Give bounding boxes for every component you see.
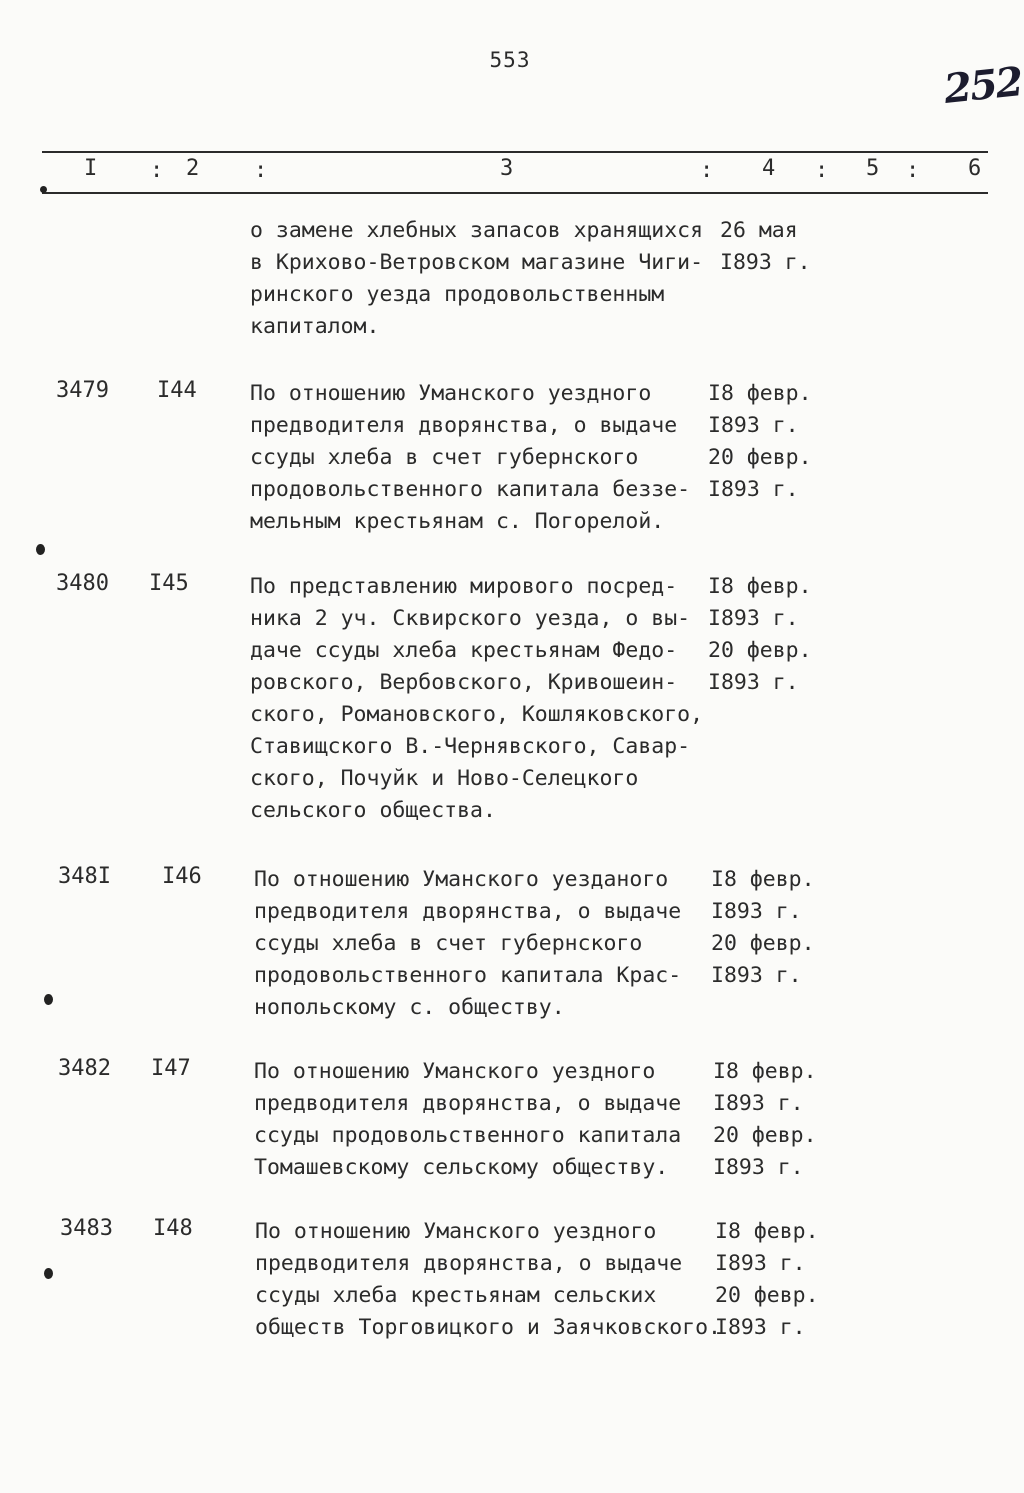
date-line: I8 февр. [713,1059,817,1084]
date-line: I8 февр. [708,381,812,406]
scan-speck [36,544,45,555]
column-header-1: I [84,156,98,181]
scan-speck [44,1268,53,1279]
column-separator: : [700,158,714,183]
entry-number: 3479 [56,378,109,403]
date-line: I893 г. [713,1091,804,1116]
column-separator: : [906,158,920,183]
scan-speck [44,994,53,1005]
description-line: По отношению Уманского уезданого [254,867,669,892]
entry-description [250,571,720,827]
description-line: в Крихово-Ветровском магазине Чиги- [250,250,704,275]
description-line: ссуды хлеба крестьянам сельских [255,1283,657,1308]
handwritten-sheet-number: 252 [941,58,1024,113]
description-line: ссуды хлеба в счет губернского [254,931,643,956]
entry-sheet: I45 [149,571,189,596]
date-line: I893 г. [711,899,802,924]
entry-dates [720,215,840,279]
entry-description [250,215,720,343]
date-line: I893 г. [708,413,799,438]
description-line: ссуды хлеба в счет губернского [250,445,639,470]
column-separator: : [254,158,268,183]
column-separator: : [150,158,164,183]
entry-description [254,1056,724,1184]
date-line: 20 февр. [708,445,812,470]
description-line: о замене хлебных запасов хранящихся [250,218,704,243]
entry-description [255,1216,725,1344]
entry-description [254,864,724,1024]
entry-number: 3483 [60,1216,113,1241]
header-rule-top [42,151,988,153]
description-line: ссуды продовольственного капитала [254,1123,682,1148]
date-line: 26 мая [720,218,798,243]
scan-speck [40,186,47,193]
date-line: I893 г. [715,1251,806,1276]
date-line: 20 февр. [715,1283,819,1308]
date-line: I893 г. [720,250,811,275]
description-line: Томашевскому сельскому обществу. [254,1155,669,1180]
description-line: даче ссуды хлеба крестьянам Федо- [250,638,678,663]
description-line: Ставищского В.-Чернявского, Савар- [250,734,691,759]
date-line: I8 февр. [708,574,812,599]
entry-dates [708,378,828,506]
entry-dates [713,1056,833,1184]
description-line: предводителя дворянства, о выдаче [254,1091,682,1116]
description-line: капиталом. [250,314,380,339]
entry-number: 3482 [58,1056,111,1081]
date-line: 20 февр. [708,638,812,663]
column-separator: : [815,158,829,183]
date-line: I893 г. [708,606,799,631]
date-line: I893 г. [711,963,802,988]
date-line: I8 февр. [715,1219,819,1244]
date-line: 20 февр. [713,1123,817,1148]
page-number: 553 [489,48,531,72]
entry-dates [711,864,831,992]
description-line: нопольскому с. обществу. [254,995,565,1020]
date-line: I893 г. [713,1155,804,1180]
entry-sheet: I47 [151,1056,191,1081]
column-header-2: 2 [186,156,200,181]
description-line: предводителя дворянства, о выдаче [254,899,682,924]
description-line: продовольственного капитала беззе- [250,477,691,502]
description-line: предводителя дворянства, о выдаче [255,1251,683,1276]
description-line: ника 2 уч. Сквирского уезда, о вы- [250,606,691,631]
description-line: мельным крестьянам с. Погорелой. [250,509,665,534]
entry-number: 348I [58,864,111,889]
entry-sheet: I46 [162,864,202,889]
entry-sheet: I48 [153,1216,193,1241]
description-line: ринского уезда продовольственным [250,282,665,307]
column-header-6: 6 [968,156,982,181]
column-header-5: 5 [866,156,880,181]
entry-dates [715,1216,835,1344]
date-line: 20 февр. [711,931,815,956]
entry-description [250,378,720,538]
description-line: По представлению мирового посред- [250,574,678,599]
date-line: I893 г. [708,477,799,502]
date-line: I893 г. [715,1315,806,1340]
description-line: ского, Романовского, Кошляковского, [250,702,704,727]
date-line: I8 февр. [711,867,815,892]
date-line: I893 г. [708,670,799,695]
header-rule-bottom [42,192,988,194]
column-header-3: 3 [500,156,514,181]
description-line: обществ Торговицкого и Заячковского. [255,1315,721,1340]
entry-sheet: I44 [157,378,197,403]
entry-number: 3480 [56,571,109,596]
description-line: По отношению Уманского уездного [250,381,652,406]
description-line: ского, Почуйк и Ново-Селецкого [250,766,639,791]
description-line: По отношению Уманского уездного [255,1219,657,1244]
description-line: По отношению Уманского уездного [254,1059,656,1084]
entry-dates [708,571,828,699]
column-header-4: 4 [762,156,776,181]
description-line: ровского, Вербовского, Кривошеин- [250,670,678,695]
description-line: предводителя дворянства, о выдаче [250,413,678,438]
description-line: сельского общества. [250,798,496,823]
description-line: продовольственного капитала Крас- [254,963,682,988]
